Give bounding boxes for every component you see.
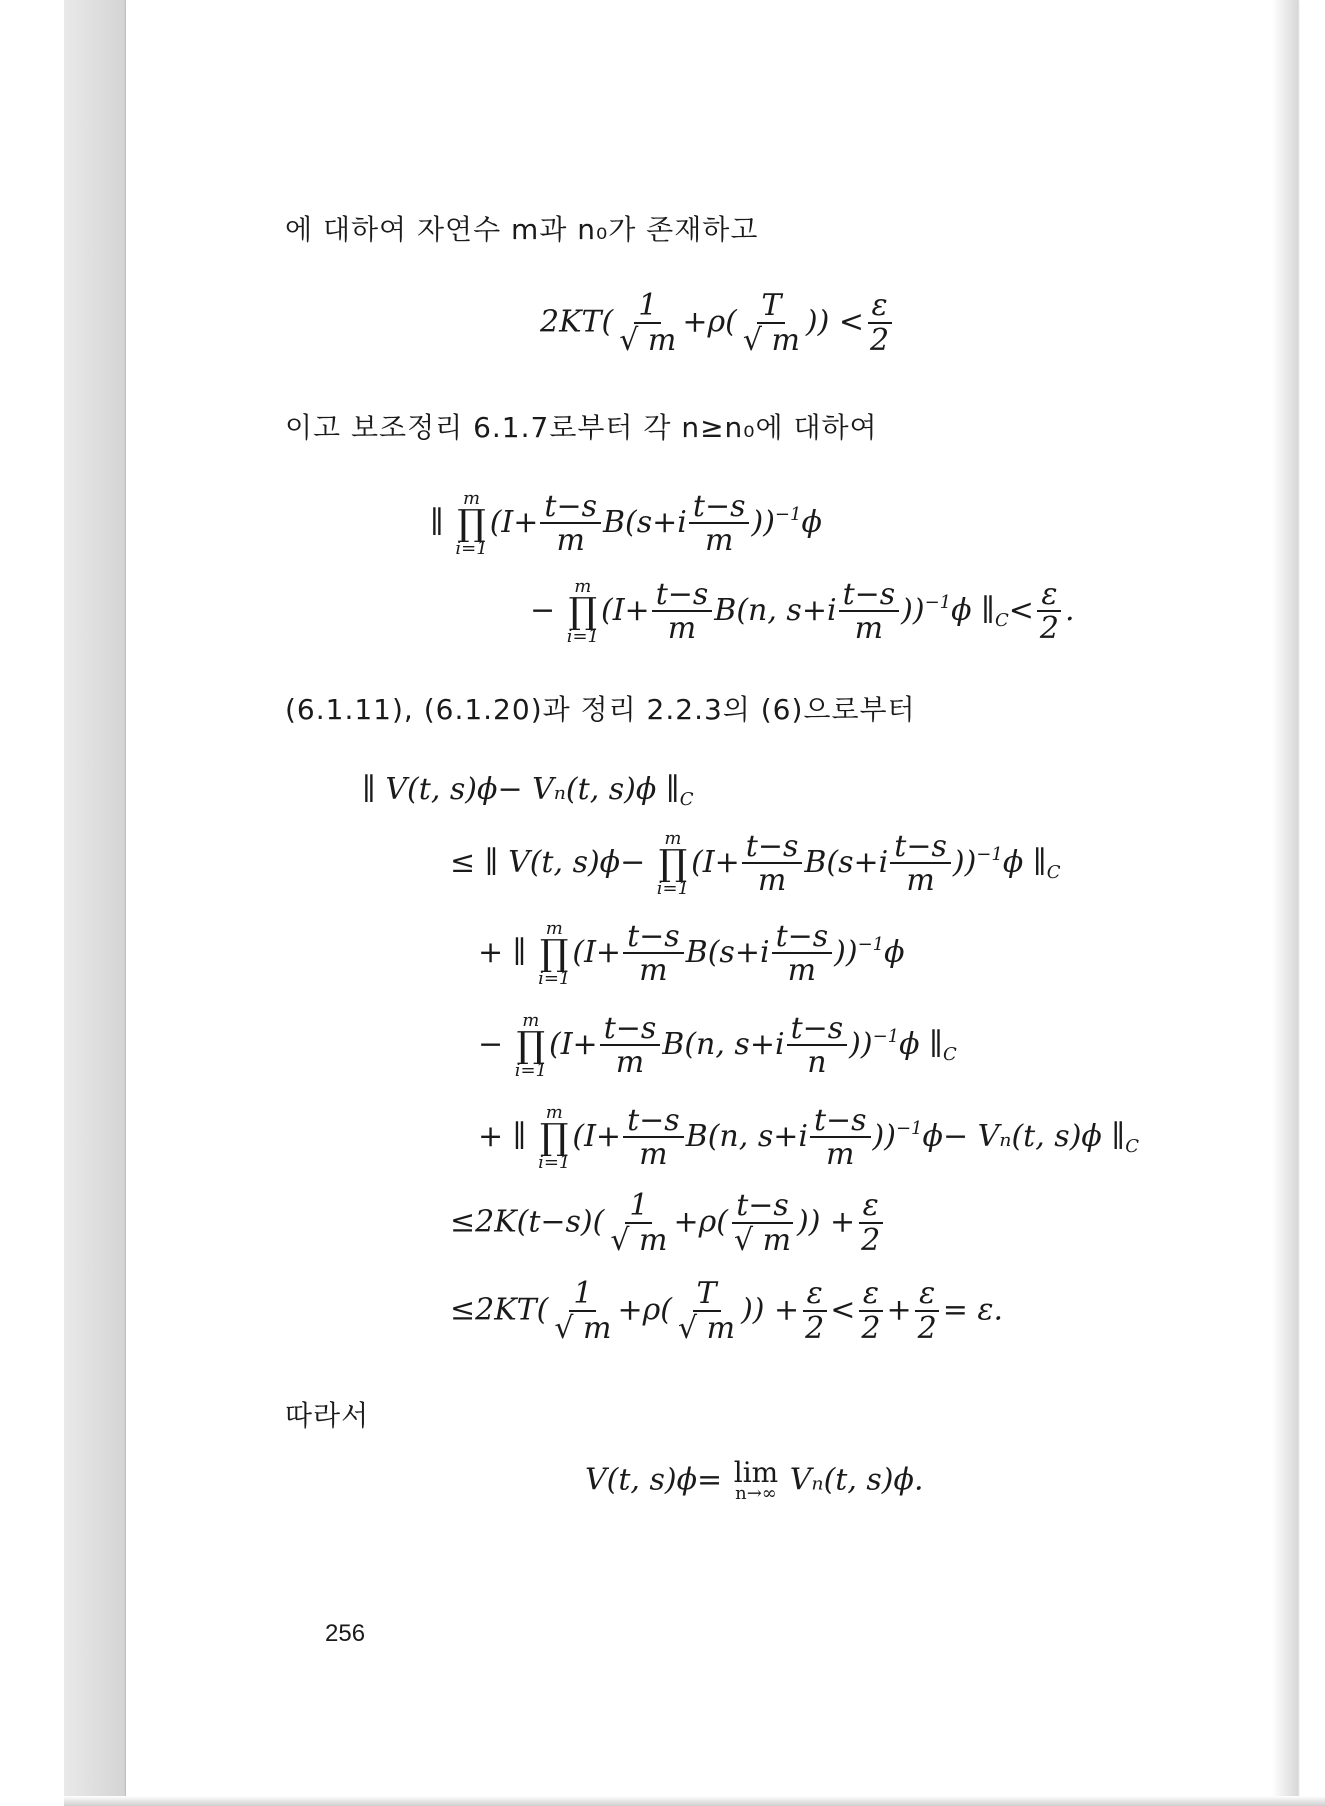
eq3-1-product: [657, 830, 689, 898]
eq3-1-fa-num: t−s: [742, 831, 803, 865]
eq3-5-tail: )) +: [797, 1204, 856, 1240]
eq1-frac-3: [866, 290, 893, 357]
eq3-4-product: [538, 1104, 570, 1172]
eq3-2-frac-a: [623, 918, 684, 989]
eq2a-prod-bot: i=1: [455, 538, 488, 560]
eq2b-frac-c: [1036, 576, 1063, 647]
eq3-3-prod-sym: ∏: [516, 1025, 546, 1066]
eq3-2-p4: ϕ: [884, 935, 905, 971]
eq3-6-frac-2: [674, 1278, 739, 1345]
eq3-6-frac-5: [914, 1278, 941, 1345]
eq2a-frac-b: [689, 488, 750, 559]
eq3-4-p3: )): [872, 1119, 896, 1155]
eq3-6-f5-num: ε: [915, 1278, 939, 1312]
eq3-3-fb-num: t−s: [787, 1013, 848, 1047]
eq2b-p4: ϕ ∥: [951, 593, 995, 629]
eq3-1-frac-a: [742, 828, 803, 899]
eq1-tail: )) <: [805, 304, 865, 340]
eq2b-lead: −: [530, 593, 556, 629]
eq3-6-frac-1: [550, 1278, 615, 1345]
eq3-2-frac-b: [772, 918, 833, 989]
eq3-4-frac-a: [623, 1102, 684, 1173]
eq3-4-fb-den: m: [826, 1137, 855, 1173]
eq2b-p2: B(n, s+i: [714, 593, 837, 629]
eq3-6-plus: +: [886, 1292, 912, 1328]
equation-3-line-6: [450, 1278, 1003, 1345]
eq1-lead: 2KT(: [540, 304, 614, 340]
eq2a-frac-a: [540, 488, 601, 559]
eq2b-p3: )): [901, 593, 925, 629]
eq4-lhs: V(t, s)ϕ=: [585, 1462, 723, 1498]
eq2b-prod-bot: i=1: [566, 626, 599, 648]
eq2b-sup: −1: [924, 592, 952, 614]
eq2a-sup: −1: [774, 504, 802, 526]
eq3-5-mid: +ρ(: [673, 1204, 728, 1240]
eq3-2-fb-num: t−s: [772, 921, 833, 955]
eq3-5-frac-3: [857, 1190, 884, 1257]
eq2a-p4: ϕ: [801, 505, 822, 541]
eq3-3-sup: −1: [872, 1026, 900, 1048]
eq1-f2-num: T: [757, 290, 785, 324]
page-bottom-edge: [64, 1796, 1325, 1806]
eq3-3-prod-bot: i=1: [514, 1060, 547, 1082]
eq3-5-f1-den: √ m: [610, 1222, 668, 1258]
eq4-lim: lim: [733, 1456, 779, 1489]
eq3-6-tail: )) +: [741, 1292, 800, 1328]
eq1-frac-2: [739, 290, 804, 357]
eq3-4-p2: B(n, s+i: [685, 1119, 808, 1155]
eq3-3-fa-num: t−s: [600, 1013, 661, 1047]
eq4-limit: [733, 1456, 779, 1505]
eq3-5-f3-num: ε: [859, 1190, 883, 1224]
text-line-therefore: 따라서: [285, 1399, 370, 1432]
eq2a-p2: B(s+i: [603, 505, 687, 541]
eq2a-fa-num: t−s: [540, 491, 601, 525]
eq3-3-product: [515, 1012, 547, 1080]
equation-2a: [430, 490, 822, 558]
eq4-lim-sub: n→∞: [735, 1483, 777, 1505]
eq1-frac-1: [615, 290, 680, 357]
eq4-rhs: Vₙ(t, s)ϕ.: [789, 1462, 924, 1498]
eq3-1-lead: ≤ ∥ V(t, s)ϕ−: [450, 845, 646, 881]
eq2b-prod-sym: ∏: [568, 591, 598, 632]
eq1-f3-num: ε: [868, 290, 892, 324]
eq3-6-f4-den: 2: [861, 1310, 881, 1346]
eq3-3-frac-a: [600, 1010, 661, 1081]
eq3-6-frac-4: [857, 1278, 884, 1345]
eq3-2-p3: )): [834, 935, 858, 971]
eq3-3-lead: −: [478, 1027, 504, 1063]
eq2a-fa-den: m: [556, 523, 585, 559]
eq3-4-frac-b: [810, 1102, 871, 1173]
eq3-4-p1: (I+: [572, 1119, 622, 1155]
eq3-4-fa-num: t−s: [623, 1105, 684, 1139]
eq3-2-product: [538, 920, 570, 988]
eq3-6-frac-3: [801, 1278, 828, 1345]
eq3-4-prod-sym: ∏: [539, 1117, 569, 1158]
eq2b-p5: <: [1008, 593, 1034, 629]
eq3-1-p4: ϕ ∥: [1002, 845, 1047, 881]
eq3-1-frac-b: [890, 828, 951, 899]
eq2b-fa-den: m: [667, 611, 697, 647]
eq2b-p6: .: [1064, 593, 1075, 629]
page-number: 256: [325, 1620, 366, 1647]
eq3-3-p1: (I+: [548, 1027, 598, 1063]
eq1-f1-num: 1: [634, 290, 661, 324]
eq1-f2-den: √ m: [742, 322, 800, 358]
eq3-2-prod-sym: ∏: [539, 933, 569, 974]
equation-1: [540, 290, 895, 357]
eq3-1-p1: (I+: [691, 845, 740, 881]
eq3-6-lt: <: [830, 1292, 856, 1328]
eq2a-prod-sym: ∏: [457, 503, 486, 544]
eq3-2-sup: −1: [857, 934, 885, 956]
eq3-3-sub: C: [942, 1044, 957, 1066]
text-line-1: 에 대하여 자연수 m과 n₀가 존재하고: [285, 213, 759, 246]
eq3-3-fb-den: n: [807, 1045, 827, 1081]
eq3-2-p1: (I+: [572, 935, 622, 971]
eq2b-product: [567, 578, 599, 646]
eq3-4-fb-num: t−s: [810, 1105, 871, 1139]
eq3-6-lead: ≤2KT(: [450, 1292, 549, 1328]
equation-3-line-1: [450, 830, 1060, 898]
eq2a-norm: ∥: [430, 505, 444, 541]
eq3-5-f2-num: t−s: [732, 1190, 793, 1224]
equation-4: [585, 1456, 924, 1505]
eq2b-frac-a: [652, 576, 713, 647]
eq3-5-frac-1: [606, 1190, 671, 1257]
equation-3-line-0: [362, 772, 694, 810]
eq2b-sub: C: [994, 610, 1009, 632]
eq3-2-fa-num: t−s: [623, 921, 684, 955]
eq3-2-fa-den: m: [639, 953, 668, 989]
text-line-from: (6.1.11), (6.1.20)과 정리 2.2.3의 (6)으로부터: [285, 693, 916, 726]
eq2b-prod-top: m: [574, 576, 592, 597]
eq3-4-lead: + ∥: [478, 1119, 527, 1155]
eq3-1-sup: −1: [976, 844, 1003, 866]
eq3-1-prod-top: m: [664, 828, 682, 849]
book-page: [126, 0, 1298, 1806]
equation-3-line-5: [450, 1190, 886, 1257]
page-right-edge: [1272, 0, 1298, 1806]
eq3-3-p3: )): [849, 1027, 873, 1063]
equation-3-line-2: [478, 920, 905, 988]
eq2b-fb-num: t−s: [839, 579, 900, 613]
eq3-5-f2-den: √ m: [733, 1222, 792, 1258]
eq3-4-sub: C: [1125, 1136, 1140, 1158]
eq3-4-p4: ϕ− Vₙ(t, s)ϕ ∥: [922, 1119, 1126, 1155]
eq2a-p1: (I+: [489, 505, 539, 541]
eq3-5-f3-den: 2: [861, 1222, 881, 1258]
eq3-2-prod-top: m: [545, 918, 563, 939]
eq3-2-lead: + ∥: [478, 935, 527, 971]
eq3-6-end: = ε.: [942, 1292, 1004, 1328]
eq3-1-prod-sym: ∏: [658, 843, 688, 884]
eq3-2-prod-bot: i=1: [538, 968, 571, 990]
text-line-lemma: 이고 보조정리 6.1.7로부터 각 n≥n₀에 대하여: [285, 411, 878, 444]
eq3-6-f2-den: √ m: [677, 1310, 736, 1346]
eq3-4-fa-den: m: [639, 1137, 668, 1173]
eq3-1-p3: )): [952, 845, 977, 881]
eq3-0-sub: C: [679, 789, 694, 810]
eq1-f3-den: 2: [870, 322, 890, 358]
eq3-1-fb-den: m: [906, 863, 935, 899]
eq3-6-f2-num: T: [693, 1278, 721, 1312]
eq3-3-fa-den: m: [615, 1045, 645, 1081]
eq2b-frac-b: [839, 576, 900, 647]
eq3-1-fa-den: m: [757, 863, 787, 899]
eq2b-fc-den: 2: [1039, 611, 1059, 647]
eq3-5-frac-2: [730, 1190, 795, 1257]
eq3-0-text: ∥ V(t, s)ϕ− Vₙ(t, s)ϕ ∥: [362, 772, 680, 807]
eq2a-fb-num: t−s: [689, 491, 750, 525]
eq3-6-f3-den: 2: [805, 1310, 825, 1346]
eq3-5-lead: ≤2K(t−s)(: [450, 1204, 605, 1240]
eq2a-prod-top: m: [463, 488, 481, 509]
equation-2b: [530, 578, 1075, 646]
eq2b-fc-num: ε: [1037, 579, 1061, 613]
eq2b-p1: (I+: [600, 593, 650, 629]
equation-3-line-4: [478, 1104, 1139, 1172]
eq3-3-p4: ϕ ∥: [899, 1027, 943, 1063]
eq3-1-sub: C: [1046, 862, 1061, 884]
eq3-1-fb-num: t−s: [890, 831, 951, 865]
eq2a-product: [455, 490, 487, 558]
eq3-6-f4-num: ε: [859, 1278, 883, 1312]
eq3-2-p2: B(s+i: [685, 935, 770, 971]
eq3-4-prod-top: m: [545, 1102, 563, 1123]
eq3-4-prod-bot: i=1: [538, 1152, 571, 1174]
eq3-1-prod-bot: i=1: [656, 878, 690, 900]
eq3-4-sup: −1: [895, 1118, 923, 1140]
eq3-3-p2: B(n, s+i: [662, 1027, 785, 1063]
eq3-3-prod-top: m: [522, 1010, 540, 1031]
eq3-6-f3-num: ε: [803, 1278, 827, 1312]
eq3-1-p2: B(s+i: [804, 845, 889, 881]
eq2b-fa-num: t−s: [652, 579, 713, 613]
eq1-f1-den: √ m: [619, 322, 677, 358]
eq3-6-f1-den: √ m: [554, 1310, 612, 1346]
book-spine-edge: [64, 0, 128, 1806]
eq3-6-mid: +ρ(: [617, 1292, 672, 1328]
eq3-6-f5-den: 2: [917, 1310, 937, 1346]
eq2b-fb-den: m: [854, 611, 884, 647]
equation-3-line-3: [478, 1012, 957, 1080]
eq2a-p3: )): [751, 505, 775, 541]
eq3-6-f1-num: 1: [569, 1278, 596, 1312]
eq3-5-f1-num: 1: [625, 1190, 652, 1224]
eq3-2-fb-den: m: [787, 953, 817, 989]
eq3-3-frac-b: [787, 1010, 848, 1081]
eq2a-fb-den: m: [704, 523, 734, 559]
eq1-mid: +ρ(: [682, 304, 737, 340]
